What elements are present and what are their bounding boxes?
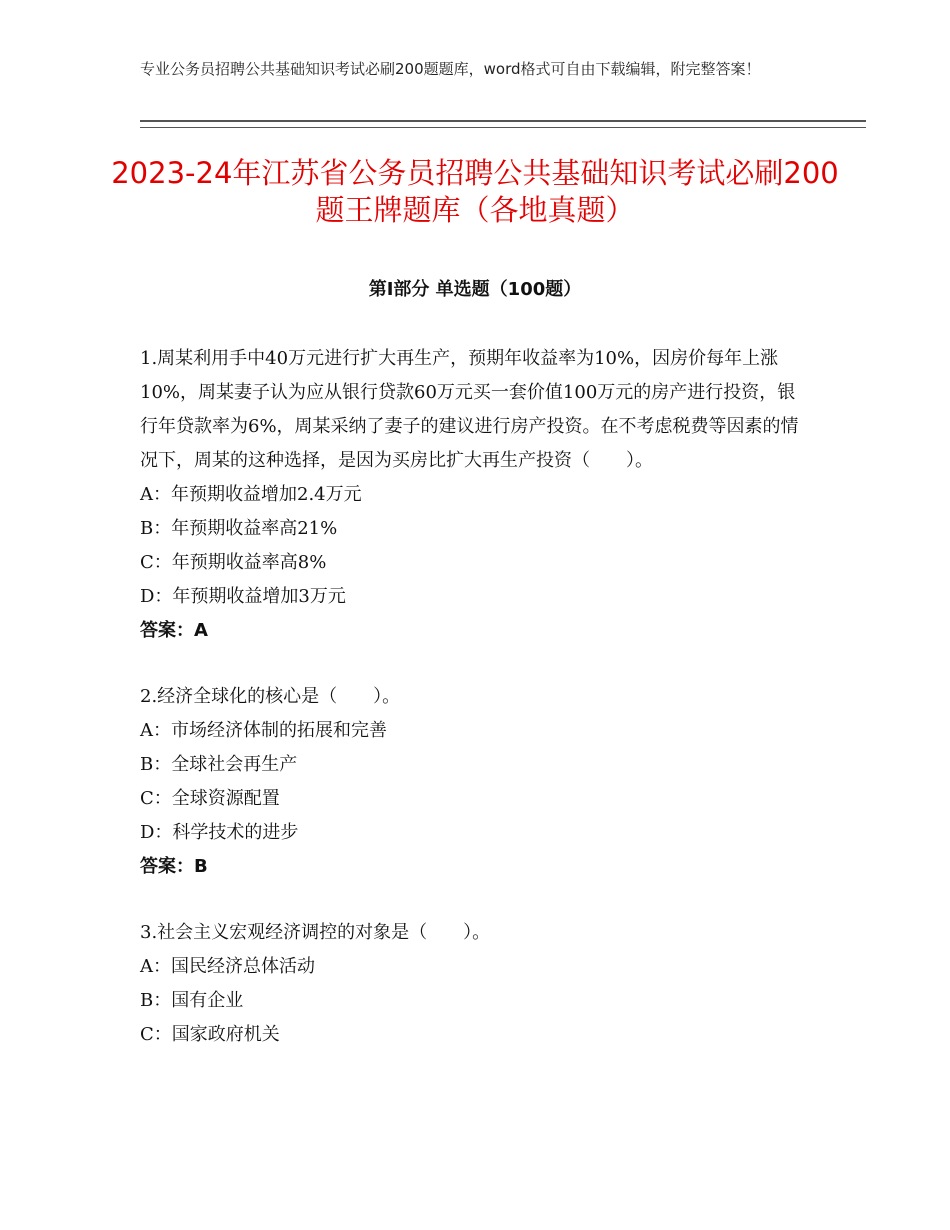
option-b: B：国有企业 [140,990,244,1011]
question-list [140,342,802,1084]
section-title: 第Ⅰ部分 单选题（100题） [368,279,582,300]
answer-label: 答案：A [140,620,208,641]
option-c: C：年预期收益率高8% [140,552,327,573]
question-2 [140,680,802,884]
option-d: D：科学技术的进步 [140,822,299,843]
question-stem: 2.经济全球化的核心是（ ）。 [140,686,401,707]
document-title: 2023-24年江苏省公务员招聘公共基础知识考试必刷200题王牌题库（各地真题） [111,156,839,227]
option-a: A：市场经济体制的拓展和完善 [140,720,387,741]
question-1 [140,342,802,648]
option-a: A：国民经济总体活动 [140,956,315,977]
option-c: C：国家政府机关 [140,1024,280,1045]
question-stem: 1.周某利用手中40万元进行扩大再生产，预期年收益率为10%，因房价每年上涨10%，周某妻子认为应从银行贷款60万元买一套价值100万元的房产进行投资，银行年贷款率为6%，周某采纳了妻子的建议进行房产投资。在不考虑税费等因素的情况下，周某的这种选择，是因为买房比扩大再生产投资（ ）。 [140,348,799,471]
question-3 [140,916,802,1052]
header-divider [140,120,866,128]
option-b: B：年预期收益率高21% [140,518,338,539]
option-c: C：全球资源配置 [140,788,280,809]
header-note: 专业公务员招聘公共基础知识考试必刷200题题库，word格式可自由下载编辑，附完整答案！ [140,60,761,78]
question-stem: 3.社会主义宏观经济调控的对象是（ ）。 [140,922,491,943]
option-a: A：年预期收益增加2.4万元 [140,484,362,505]
option-b: B：全球社会再生产 [140,754,298,775]
option-d: D：年预期收益增加3万元 [140,586,346,607]
answer-label: 答案：B [140,856,208,877]
